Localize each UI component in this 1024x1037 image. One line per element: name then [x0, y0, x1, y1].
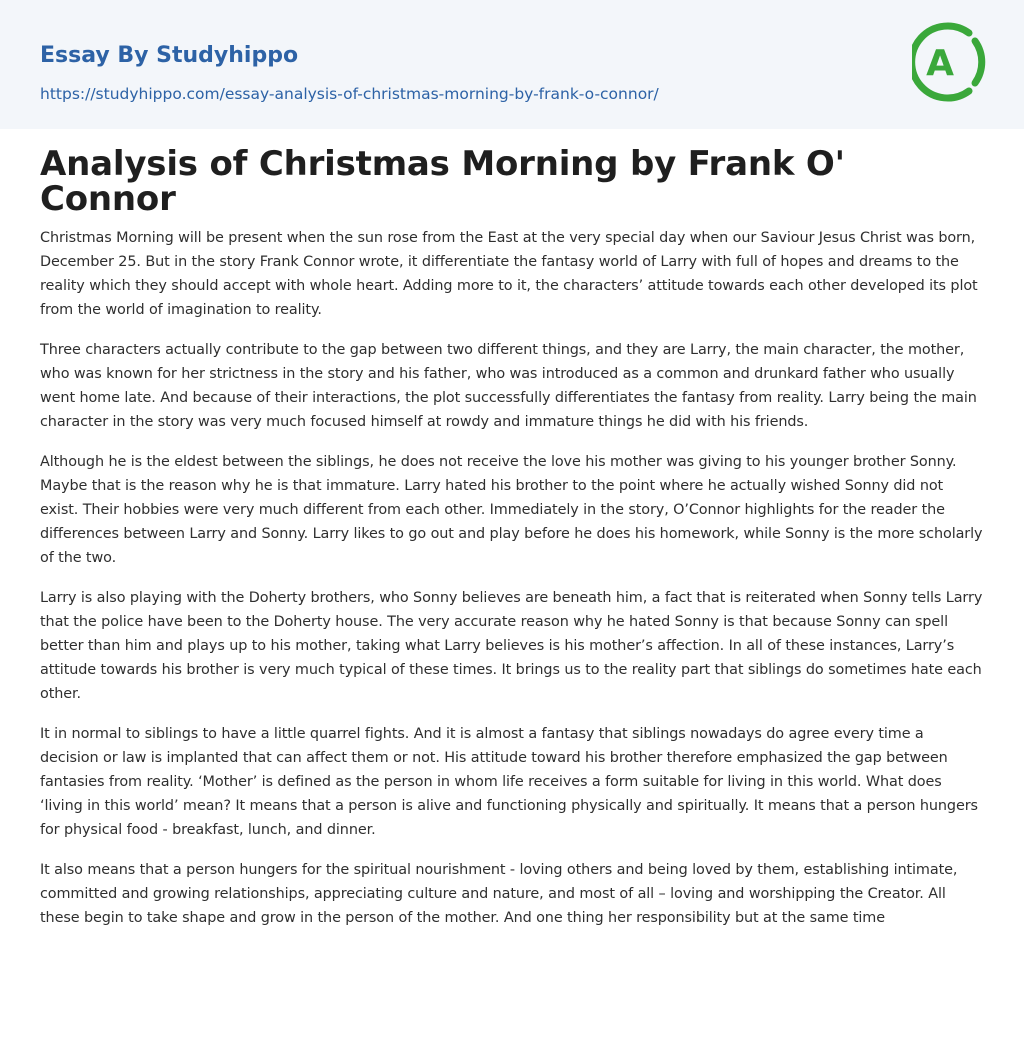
- essay-paragraph: Although he is the eldest between the siblings, he does not receive the love his mother was giving to his younger brother Sonny. Maybe that is the reason why he is that immature. Larry hated his brother to the point where he actually wished Sonny did not exist. Their hobbies were very much different from each other. Immediately in the story, O’Connor highlights for the reader the differences between Larry and Sonny. Larry likes to go out and play before he does his homework, while Sonny is the more scholarly of the two.: [40, 454, 983, 566]
- logo-letter: A: [926, 43, 954, 84]
- essay-content: [40, 144, 984, 946]
- essay-paragraph: It in normal to siblings to have a little quarrel fights. And it is almost a fantasy that siblings nowadays do agree every time a decision or law is implanted that can affect them or not. His attitude toward his brother therefore emphasized the gap between fantasies from reality. ‘Mother’ is defined as the person in whom life receives a form suitable for living in this world. What does ‘living in this world’ mean? It means that a person is alive and functioning physically and spiritually. It means that a person hungers for physical food - breakfast, lunch, and dinner.: [40, 726, 978, 838]
- essay-paragraph: Christmas Morning will be present when the sun rose from the East at the very special day when our Saviour Jesus Christ was born, December 25. But in the story Frank Connor wrote, it differentiate the fantasy world of Larry with full of hopes and dreams to the reality which they should accept with whole heart. Adding more to it, the characters’ attitude towards each other developed its plot from the world of imagination to reality.: [40, 230, 978, 318]
- essay-url-link[interactable]: https://studyhippo.com/essay-analysis-of-christmas-morning-by-frank-o-connor/: [40, 85, 659, 103]
- essay-paragraph: Three characters actually contribute to the gap between two different things, and they are Larry, the main character, the mother, who was known for her strictness in the story and his father, who was introduced as a common and drunkard father who usually went home late. And because of their interactions, the plot successfully differentiates the fantasy from reality. Larry being the main character in the story was very much focused himself at rowdy and immature things he did with his friends.: [40, 342, 977, 430]
- studyhippo-logo-icon[interactable]: [912, 19, 986, 105]
- site-header: [0, 0, 1024, 129]
- site-title[interactable]: Essay By Studyhippo: [40, 43, 299, 68]
- logo-ring-right: [975, 41, 982, 83]
- essay-paragraph: Larry is also playing with the Doherty brothers, who Sonny believes are beneath him, a fact that is reiterated when Sonny tells Larry that the police have been to the Doherty house. The very accurate reason why he hated Sonny is that because Sonny can spell better than him and plays up to his mother, taking what Larry believes is his mother’s affection. In all of these instances, Larry’s attitude towards his brother is very much typical of these times. It brings us to the reality part that siblings do sometimes hate each other.: [40, 590, 983, 702]
- essay-paragraph: It also means that a person hungers for the spiritual nourishment - loving others and being loved by them, establishing intimate, committed and growing relationships, appreciating culture and nature, and most of all – loving and worshipping the Creator. All these begin to take shape and grow in the person of the mother. And one thing her responsibility but at the same time: [40, 862, 958, 926]
- essay-title: Analysis of Christmas Morning by Frank O' Connor: [40, 144, 845, 219]
